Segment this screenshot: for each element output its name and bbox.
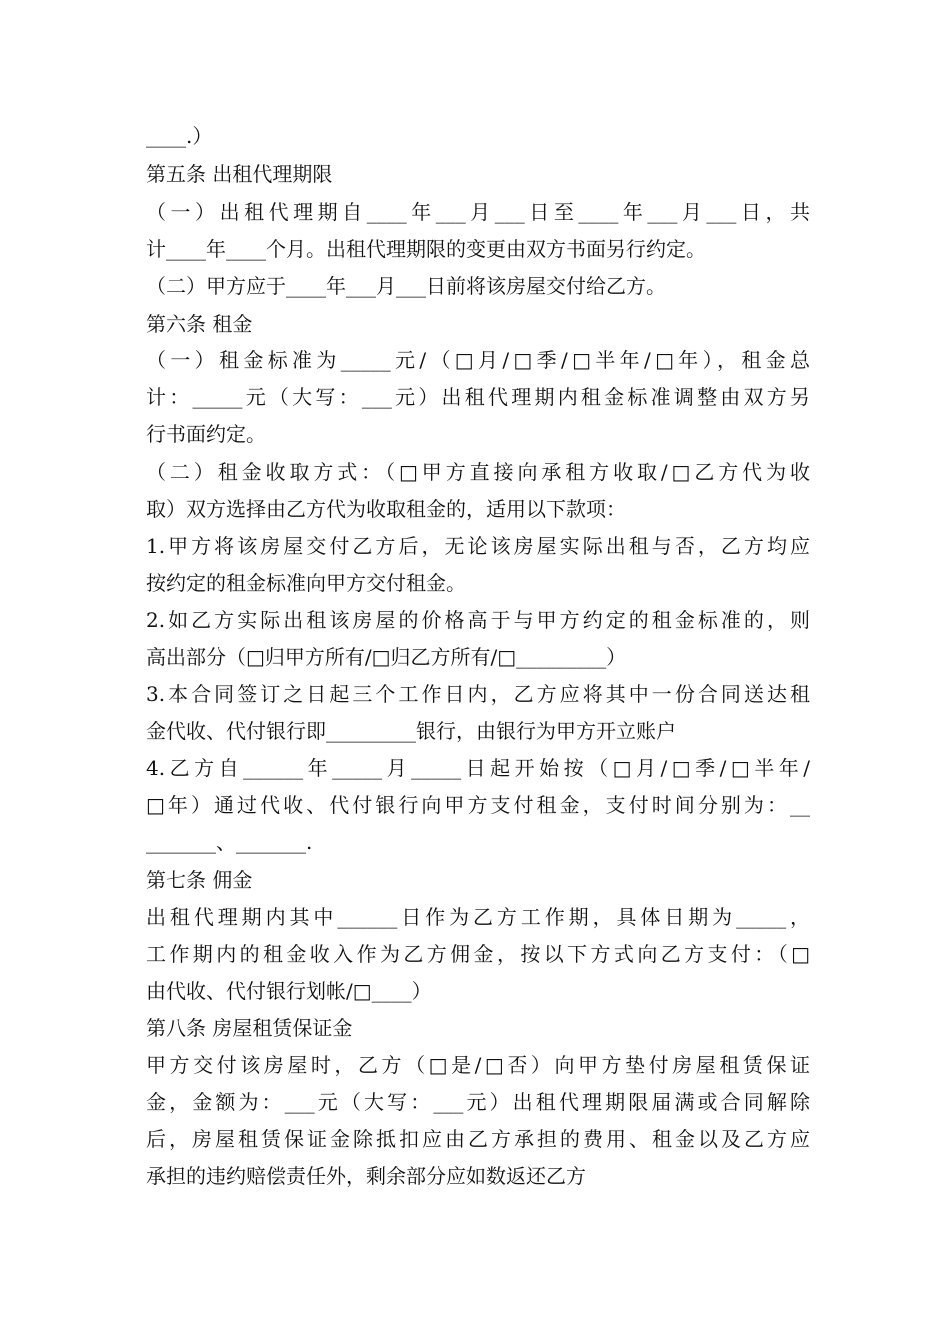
text-line: 甲方交付该房屋时，乙方（□是/□否）向甲方垫付房屋租赁保证 (146, 1053, 810, 1077)
text-line: 承担的违约赔偿责任外，剩余部分应如数返还乙方 (146, 1164, 586, 1188)
text-line: （一）租金标准为_____元/（□月/□季/□半年/□年），租金总 (146, 348, 810, 372)
article-heading: 第八条 房屋租赁保证金 (146, 1016, 353, 1040)
text-line: 计____年____个月。出租代理期限的变更由双方书面另行约定。 (146, 237, 706, 261)
text-line: 按约定的租金标准向甲方交付租金。 (146, 571, 466, 595)
text-line: 4.乙方自______年_____月_____日起开始按（□月/□季/□半年/ (146, 756, 810, 780)
article-heading: 第六条 租金 (146, 312, 253, 336)
text-line: _______、_______. (146, 830, 313, 854)
text-line: 金，金额为：___元（大写：___元）出租代理期限届满或合同解除 (146, 1090, 810, 1114)
text-line: 2.如乙方实际出租该房屋的价格高于与甲方约定的租金标准的，则 (146, 608, 810, 632)
article-heading: 第五条 出租代理期限 (146, 162, 333, 186)
text-line: 金代收、代付银行即_________银行，由银行为甲方开立账户 (146, 719, 676, 743)
text-line: 取）双方选择由乙方代为收取租金的，适用以下款项： (146, 497, 626, 521)
article-heading: 第七条 佣金 (146, 868, 253, 892)
text-line: 计：_____元（大写：___元）出租代理期内租金标准调整由双方另 (146, 385, 810, 409)
text-line: （一）出租代理期自____年___月___日至____年___月___日，共 (146, 200, 810, 224)
text-line: 1.甲方将该房屋交付乙方后，无论该房屋实际出租与否，乙方均应 (146, 534, 810, 558)
text-line: 3.本合同签订之日起三个工作日内，乙方应将其中一份合同送达租 (146, 682, 810, 706)
text-line: □年）通过代收、代付银行向甲方支付租金，支付时间分别为：__ (146, 793, 810, 817)
text-line: 高出部分（□归甲方所有/□归乙方所有/□_________） (146, 645, 627, 669)
text-line: （二）租金收取方式：（□甲方直接向承租方收取/□乙方代为收 (146, 460, 810, 484)
text-line: 工作期内的租金收入作为乙方佣金，按以下方式向乙方支付：（□ (146, 942, 810, 966)
text-line: 由代收、代付银行划帐/□____） (146, 979, 432, 1003)
text-line: 出租代理期内其中______日作为乙方工作期，具体日期为_____， (146, 905, 810, 929)
text-line: 行书面约定。 (146, 422, 266, 446)
text-line: ____.） (146, 124, 213, 148)
text-line: （二）甲方应于____年___月___日前将该房屋交付给乙方。 (146, 274, 666, 298)
text-line: 后，房屋租赁保证金除抵扣应由乙方承担的费用、租金以及乙方应 (146, 1127, 810, 1151)
